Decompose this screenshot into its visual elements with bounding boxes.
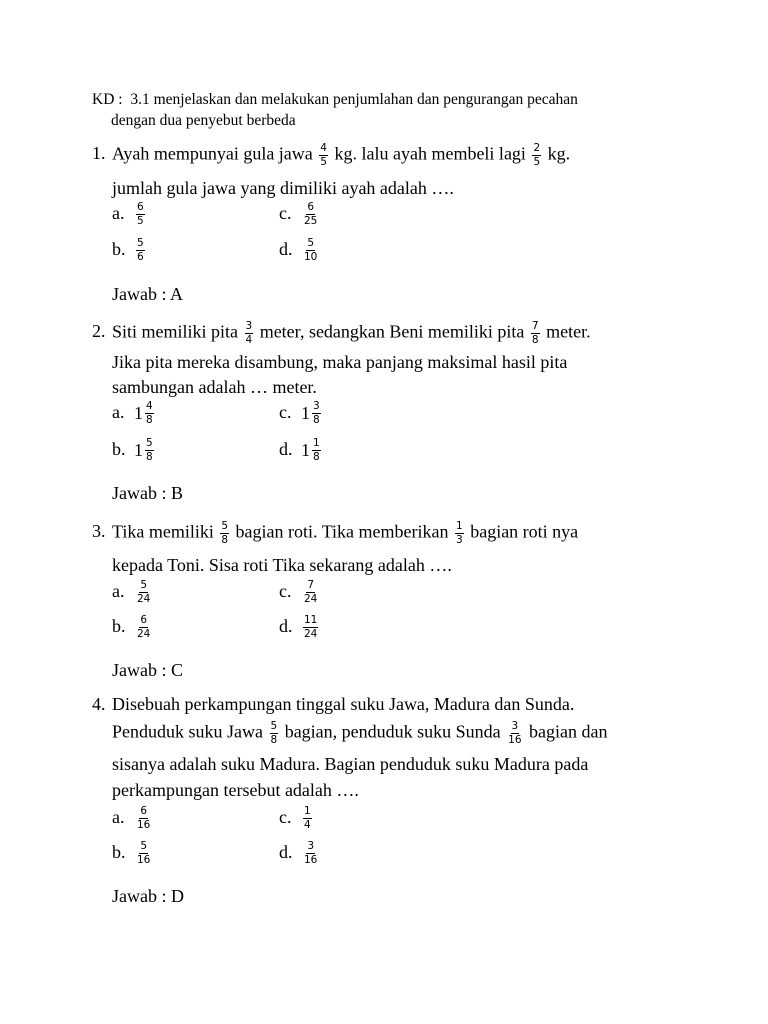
option-b: b. $\frac{6}{24}$: [112, 614, 151, 640]
fraction: $\frac{5}{8}$: [270, 720, 278, 746]
option-a: a. 1 $\frac{4}{8}$: [112, 400, 153, 426]
question-text-line: Siti memiliki pita $\frac{3}{4}$ meter, sedangkan Beni memiliki pita $\frac{7}{8}$ meter.: [112, 320, 591, 346]
option-d: d. $\frac{5}{10}$: [279, 237, 318, 263]
fraction: $\frac{3}{16}$: [508, 720, 522, 746]
fraction: $\frac{7}{8}$: [531, 320, 539, 346]
question-number: 4.: [92, 694, 106, 714]
kd-line-1: 3.1 menjelaskan dan melakukan penjumlahan dan pengurangan pecahan: [130, 91, 578, 108]
option-c: c. $\frac{1}{4}$: [279, 805, 311, 831]
option-d: d. 1 $\frac{1}{8}$: [279, 437, 320, 463]
question-text-line: Tika memiliki $\frac{5}{8}$ bagian roti. Tika memberikan $\frac{1}{3}$ bagian roti nya: [112, 520, 579, 546]
option-a: a. $\frac{6}{16}$: [112, 805, 151, 831]
answer: Jawab : D: [112, 886, 184, 906]
question-text-line: Jika pita mereka disambung, maka panjang maksimal hasil pita: [112, 352, 568, 372]
question-text-line: Disebuah perkampungan tinggal suku Jawa, Madura dan Sunda.: [112, 694, 575, 714]
kd-label: KD :: [92, 91, 123, 108]
question-text-line: kepada Toni. Sisa roti Tika sekarang adalah ….: [112, 555, 452, 575]
option-c: c. $\frac{6}{25}$: [279, 201, 318, 227]
option-a: a. $\frac{5}{24}$: [112, 579, 151, 605]
question-number: 3.: [92, 521, 106, 541]
question-text-line: Ayah mempunyai gula jawa $\frac{4}{5}$ kg. lalu ayah membeli lagi $\frac{2}{5}$ kg.: [112, 142, 571, 168]
fraction: $\frac{4}{5}$: [320, 142, 327, 168]
kd-line-2: dengan dua penyebut berbeda: [111, 112, 296, 129]
answer: Jawab : B: [112, 483, 183, 503]
fraction: $\frac{1}{3}$: [456, 520, 463, 546]
answer: Jawab : A: [112, 284, 183, 304]
question-text-line: perkampungan tersebut adalah ….: [112, 780, 359, 800]
question-text-line: sambungan adalah … meter.: [112, 377, 317, 397]
kd-header: [92, 89, 578, 131]
question-text-line: sisanya adalah suku Madura. Bagian penduduk suku Madura pada: [112, 754, 589, 774]
option-c: c. 1 $\frac{3}{8}$: [279, 400, 320, 426]
option-c: c. $\frac{7}{24}$: [279, 579, 318, 605]
question-text-line: Penduduk suku Jawa $\frac{5}{8}$ bagian, penduduk suku Sunda $\frac{3}{16}$ bagian dan: [112, 720, 608, 746]
option-b: b. $\frac{5}{6}$: [112, 237, 144, 263]
fraction: $\frac{3}{4}$: [245, 320, 253, 346]
fraction: $\frac{2}{5}$: [533, 142, 541, 168]
option-a: a. $\frac{6}{5}$: [112, 201, 144, 227]
option-d: d. $\frac{11}{24}$: [279, 614, 318, 640]
fraction: $\frac{5}{8}$: [221, 520, 229, 546]
option-b: b. $\frac{5}{16}$: [112, 840, 151, 866]
question-number: 1.: [92, 143, 106, 163]
answer: Jawab : C: [112, 660, 183, 680]
option-b: b. 1 $\frac{5}{8}$: [112, 437, 153, 463]
question-text-line: jumlah gula jawa yang dimiliki ayah adalah ….: [112, 178, 454, 198]
question-number: 2.: [92, 321, 106, 341]
option-d: d. $\frac{3}{16}$: [279, 840, 318, 866]
